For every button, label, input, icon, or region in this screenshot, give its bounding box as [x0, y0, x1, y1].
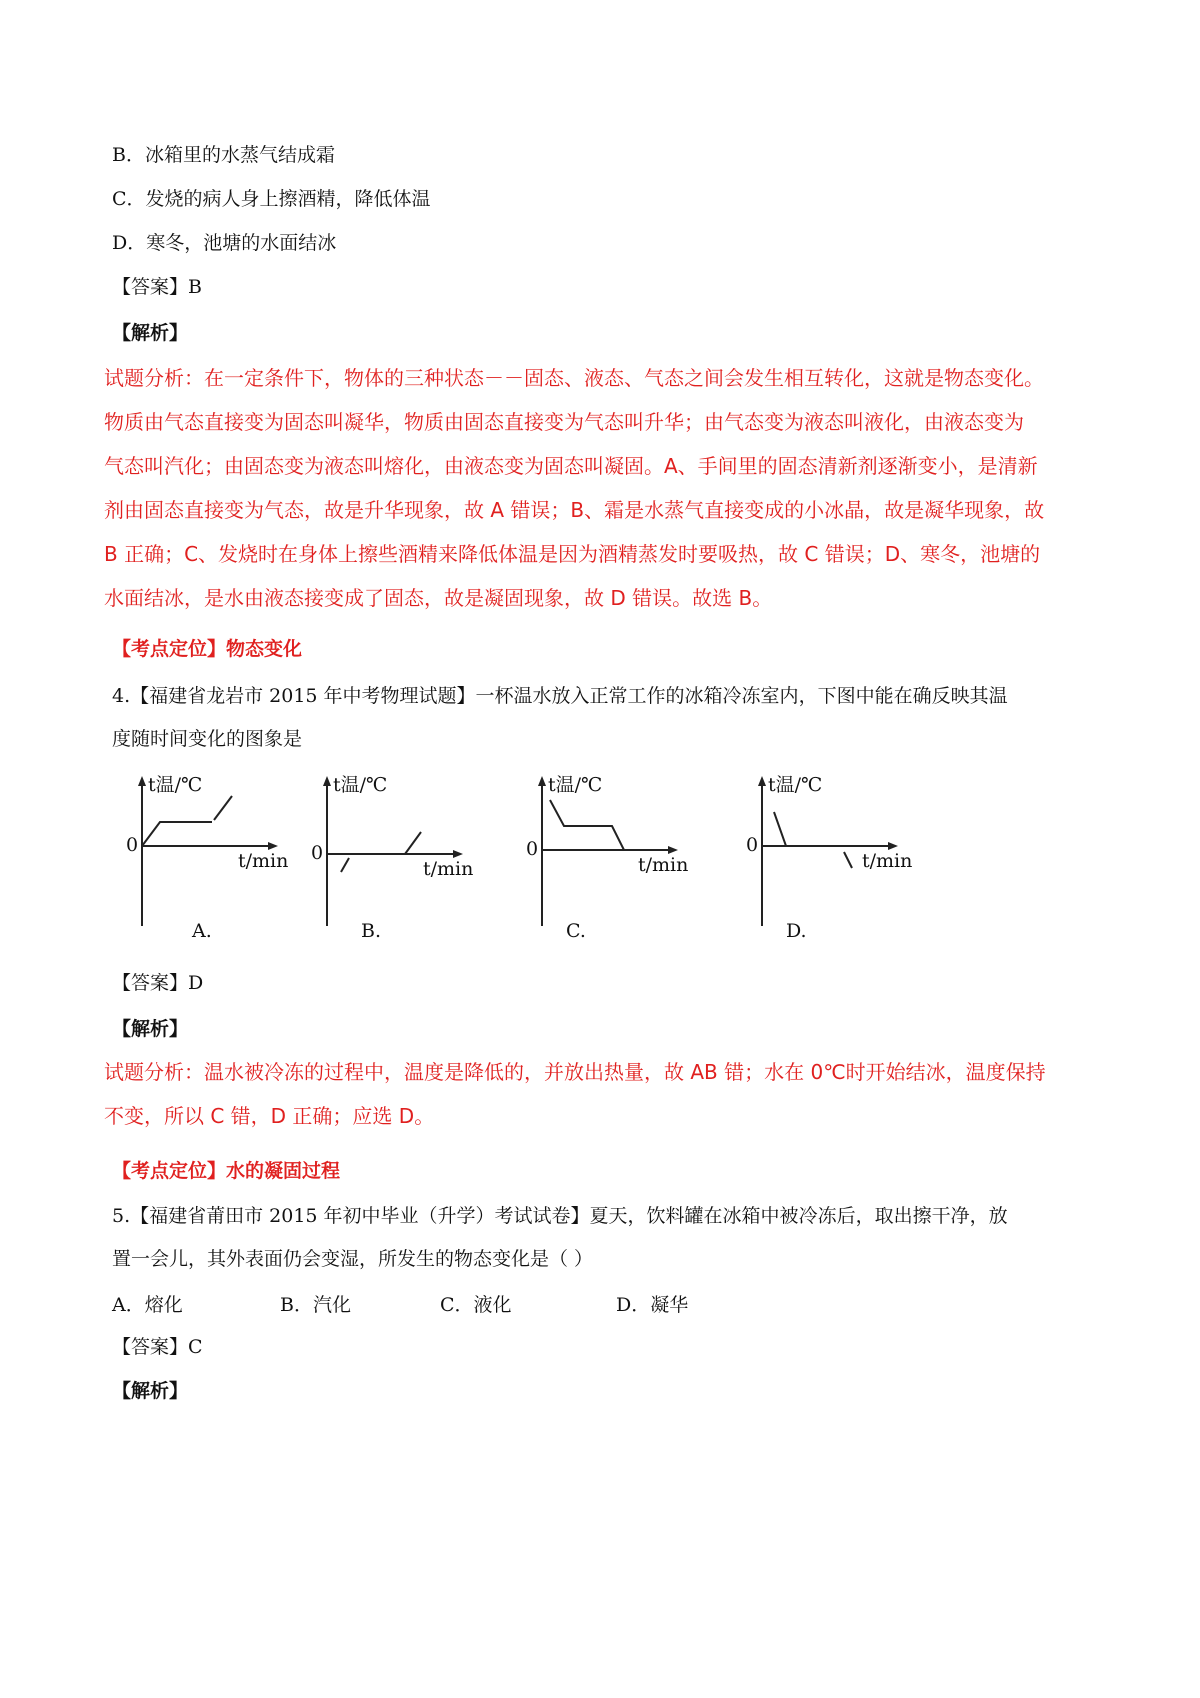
curve — [550, 800, 624, 850]
keypoint-value: 物态变化 — [226, 638, 303, 660]
keypoint-label: 【考点定位】 — [112, 1160, 227, 1182]
question-stem: 度随时间变化的图象是 — [112, 728, 303, 750]
x-axis-arrow — [453, 850, 463, 858]
answer-line — [112, 970, 203, 996]
option-a: A．熔化 — [112, 1294, 183, 1316]
graph-label: D. — [786, 920, 807, 942]
x-axis-label: t/min — [238, 850, 289, 872]
y-axis-arrow — [323, 776, 331, 786]
option-d: D．凝华 — [616, 1294, 689, 1316]
analysis-line: 不变，所以 C 错，D 正确；应选 D。 — [104, 1104, 435, 1128]
x-axis-arrow — [268, 842, 278, 850]
y-axis-label: t温/℃ — [148, 774, 203, 796]
answer-label: 【答案】 — [112, 972, 189, 994]
x-axis-arrow — [888, 842, 898, 850]
origin-label: 0 — [311, 842, 324, 864]
origin-label: 0 — [746, 834, 759, 856]
question-stem: 置一会儿，其外表面仍会变湿，所发生的物态变化是（ ） — [112, 1248, 594, 1270]
answer-value: D — [188, 972, 204, 994]
analysis-line: 试题分析：温水被冷冻的过程中，温度是降低的，并放出热量，故 AB 错；水在 0℃时开始结冰，温度保持 — [104, 1060, 1046, 1084]
curve — [774, 812, 850, 846]
answer-value: C — [188, 1336, 203, 1358]
curve — [142, 822, 212, 846]
analysis-label: 【解析】 — [112, 322, 189, 344]
graph-label: A. — [192, 920, 212, 942]
analysis-line: 物质由气态直接变为固态叫凝华，物质由固态直接变为气态叫升华；由气态变为液态叫液化，由液态变为 — [104, 410, 1024, 434]
x-axis-arrow — [668, 846, 678, 854]
option-b: B．汽化 — [280, 1294, 351, 1316]
keypoint-line — [112, 1158, 340, 1184]
x-axis-label: t/min — [638, 854, 689, 876]
option-c: C．发烧的病人身上擦酒精，降低体温 — [112, 188, 431, 210]
y-axis-arrow — [758, 776, 766, 786]
graph-d — [740, 774, 920, 942]
option-b: B．冰箱里的水蒸气结成霜 — [112, 144, 335, 166]
y-axis-arrow — [538, 776, 546, 786]
question-stem: 4.【福建省龙岩市 2015 年中考物理试题】一杯温水放入正常工作的冰箱冷冻室内，下图中能在确反映其温 — [112, 685, 1008, 707]
answer-label: 【答案】 — [112, 276, 189, 298]
answer-line — [112, 1334, 203, 1360]
origin-label: 0 — [526, 838, 539, 860]
analysis-label: 【解析】 — [112, 1380, 189, 1402]
graph-a — [120, 774, 300, 942]
analysis-line: 剂由固态直接变为气态，故是升华现象，故 A 错误；B、霜是水蒸气直接变成的小冰晶，故是凝华现象，故 — [104, 498, 1045, 522]
curve — [844, 852, 852, 868]
analysis-line: 试题分析：在一定条件下，物体的三种状态－－固态、液态、气态之间会发生相互转化，这就是物态变化。 — [104, 366, 1044, 390]
analysis-line: B 正确；C、发烧时在身体上擦些酒精来降低体温是因为酒精蒸发时要吸热，故 C 错误；D、寒冬，池塘的 — [104, 542, 1041, 566]
analysis-line: 气态叫汽化；由固态变为液态叫熔化，由液态变为固态叫凝固。A、手间里的固态清新剂逐渐变小，是清新 — [104, 454, 1038, 478]
curve — [405, 832, 421, 854]
curve — [341, 858, 349, 872]
x-axis-label: t/min — [862, 850, 913, 872]
analysis-line: 水面结冰，是水由液态接变成了固态，故是凝固现象，故 D 错误。故选 B。 — [104, 586, 773, 610]
answer-line — [112, 274, 202, 300]
keypoint-label: 【考点定位】 — [112, 638, 227, 660]
keypoint-value: 水的凝固过程 — [226, 1160, 341, 1182]
keypoint-line — [112, 636, 302, 662]
origin-label: 0 — [126, 834, 139, 856]
y-axis-label: t温/℃ — [768, 774, 823, 796]
answer-label: 【答案】 — [112, 1336, 189, 1358]
y-axis-label: t温/℃ — [548, 774, 603, 796]
graph-b — [305, 774, 485, 942]
option-c: C．液化 — [440, 1294, 512, 1316]
y-axis-arrow — [138, 776, 146, 786]
graph-c — [520, 774, 700, 942]
option-d: D．寒冬，池塘的水面结冰 — [112, 232, 337, 254]
y-axis-label: t温/℃ — [333, 774, 388, 796]
question-stem: 5.【福建省莆田市 2015 年初中毕业（升学）考试试卷】夏天，饮料罐在冰箱中被冷冻后，取出擦干净，放 — [112, 1205, 1008, 1227]
x-axis-label: t/min — [423, 858, 474, 880]
curve — [214, 796, 232, 820]
analysis-label: 【解析】 — [112, 1018, 189, 1040]
graph-label: B. — [361, 920, 382, 942]
answer-value: B — [188, 276, 202, 298]
graph-label: C. — [566, 920, 586, 942]
